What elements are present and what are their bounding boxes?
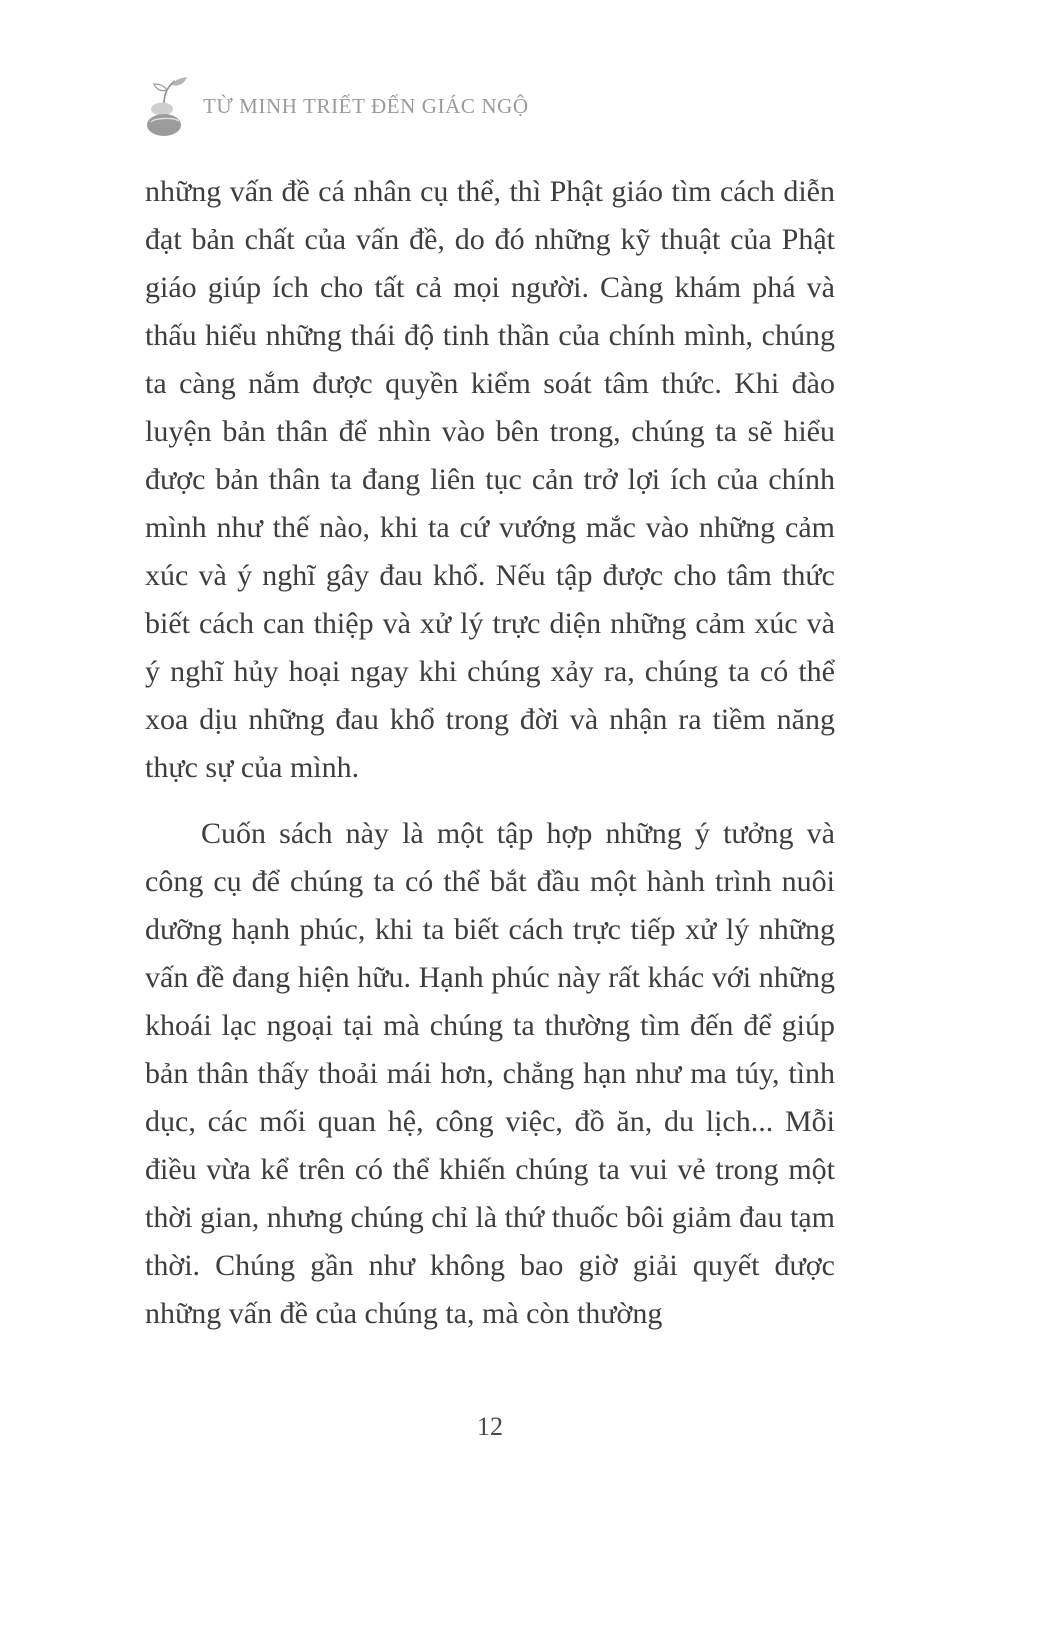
running-head-title: TỪ MINH TRIẾT ĐẾN GIÁC NGỘ (203, 93, 529, 118)
page-number: 12 (477, 1412, 503, 1441)
lotus-stone-logo-icon (143, 76, 189, 142)
page-footer (145, 1412, 835, 1442)
page-header (143, 76, 529, 142)
page-body (145, 168, 835, 1338)
paragraph: những vấn đề cá nhân cụ thể, thì Phật giáo tìm cách diễn đạt bản chất của vấn đề, do đó những kỹ thuật của Phật giáo giúp ích cho tất cả mọi người. Càng khám phá và thấu hiểu những thái độ tinh thần của chính mình, chúng ta càng nắm được quyền kiểm soát tâm thức. Khi đào luyện bản thân để nhìn vào bên trong, chúng ta sẽ hiểu được bản thân ta đang liên tục cản trở lợi ích của chính mình như thế nào, khi ta cứ vướng mắc vào những cảm xúc và ý nghĩ gây đau khổ. Nếu tập được cho tâm thức biết cách can thiệp và xử lý trực diện những cảm xúc và ý nghĩ hủy hoại ngay khi chúng xảy ra, chúng ta có thể xoa dịu những đau khổ trong đời và nhận ra tiềm năng thực sự của mình. (145, 175, 835, 784)
paragraph: Cuốn sách này là một tập hợp những ý tưởng và công cụ để chúng ta có thể bắt đầu một hành trình nuôi dưỡng hạnh phúc, khi ta biết cách trực tiếp xử lý những vấn đề đang hiện hữu. Hạnh phúc này rất khác với những khoái lạc ngoại tại mà chúng ta thường tìm đến để giúp bản thân thấy thoải mái hơn, chẳng hạn như ma túy, tình dục, các mối quan hệ, công việc, đồ ăn, du lịch... Mỗi điều vừa kể trên có thể khiến chúng ta vui vẻ trong một thời gian, nhưng chúng chỉ là thứ thuốc bôi giảm đau tạm thời. Chúng gần như không bao giờ giải quyết được những vấn đề của chúng ta, mà còn thường (145, 817, 835, 1330)
